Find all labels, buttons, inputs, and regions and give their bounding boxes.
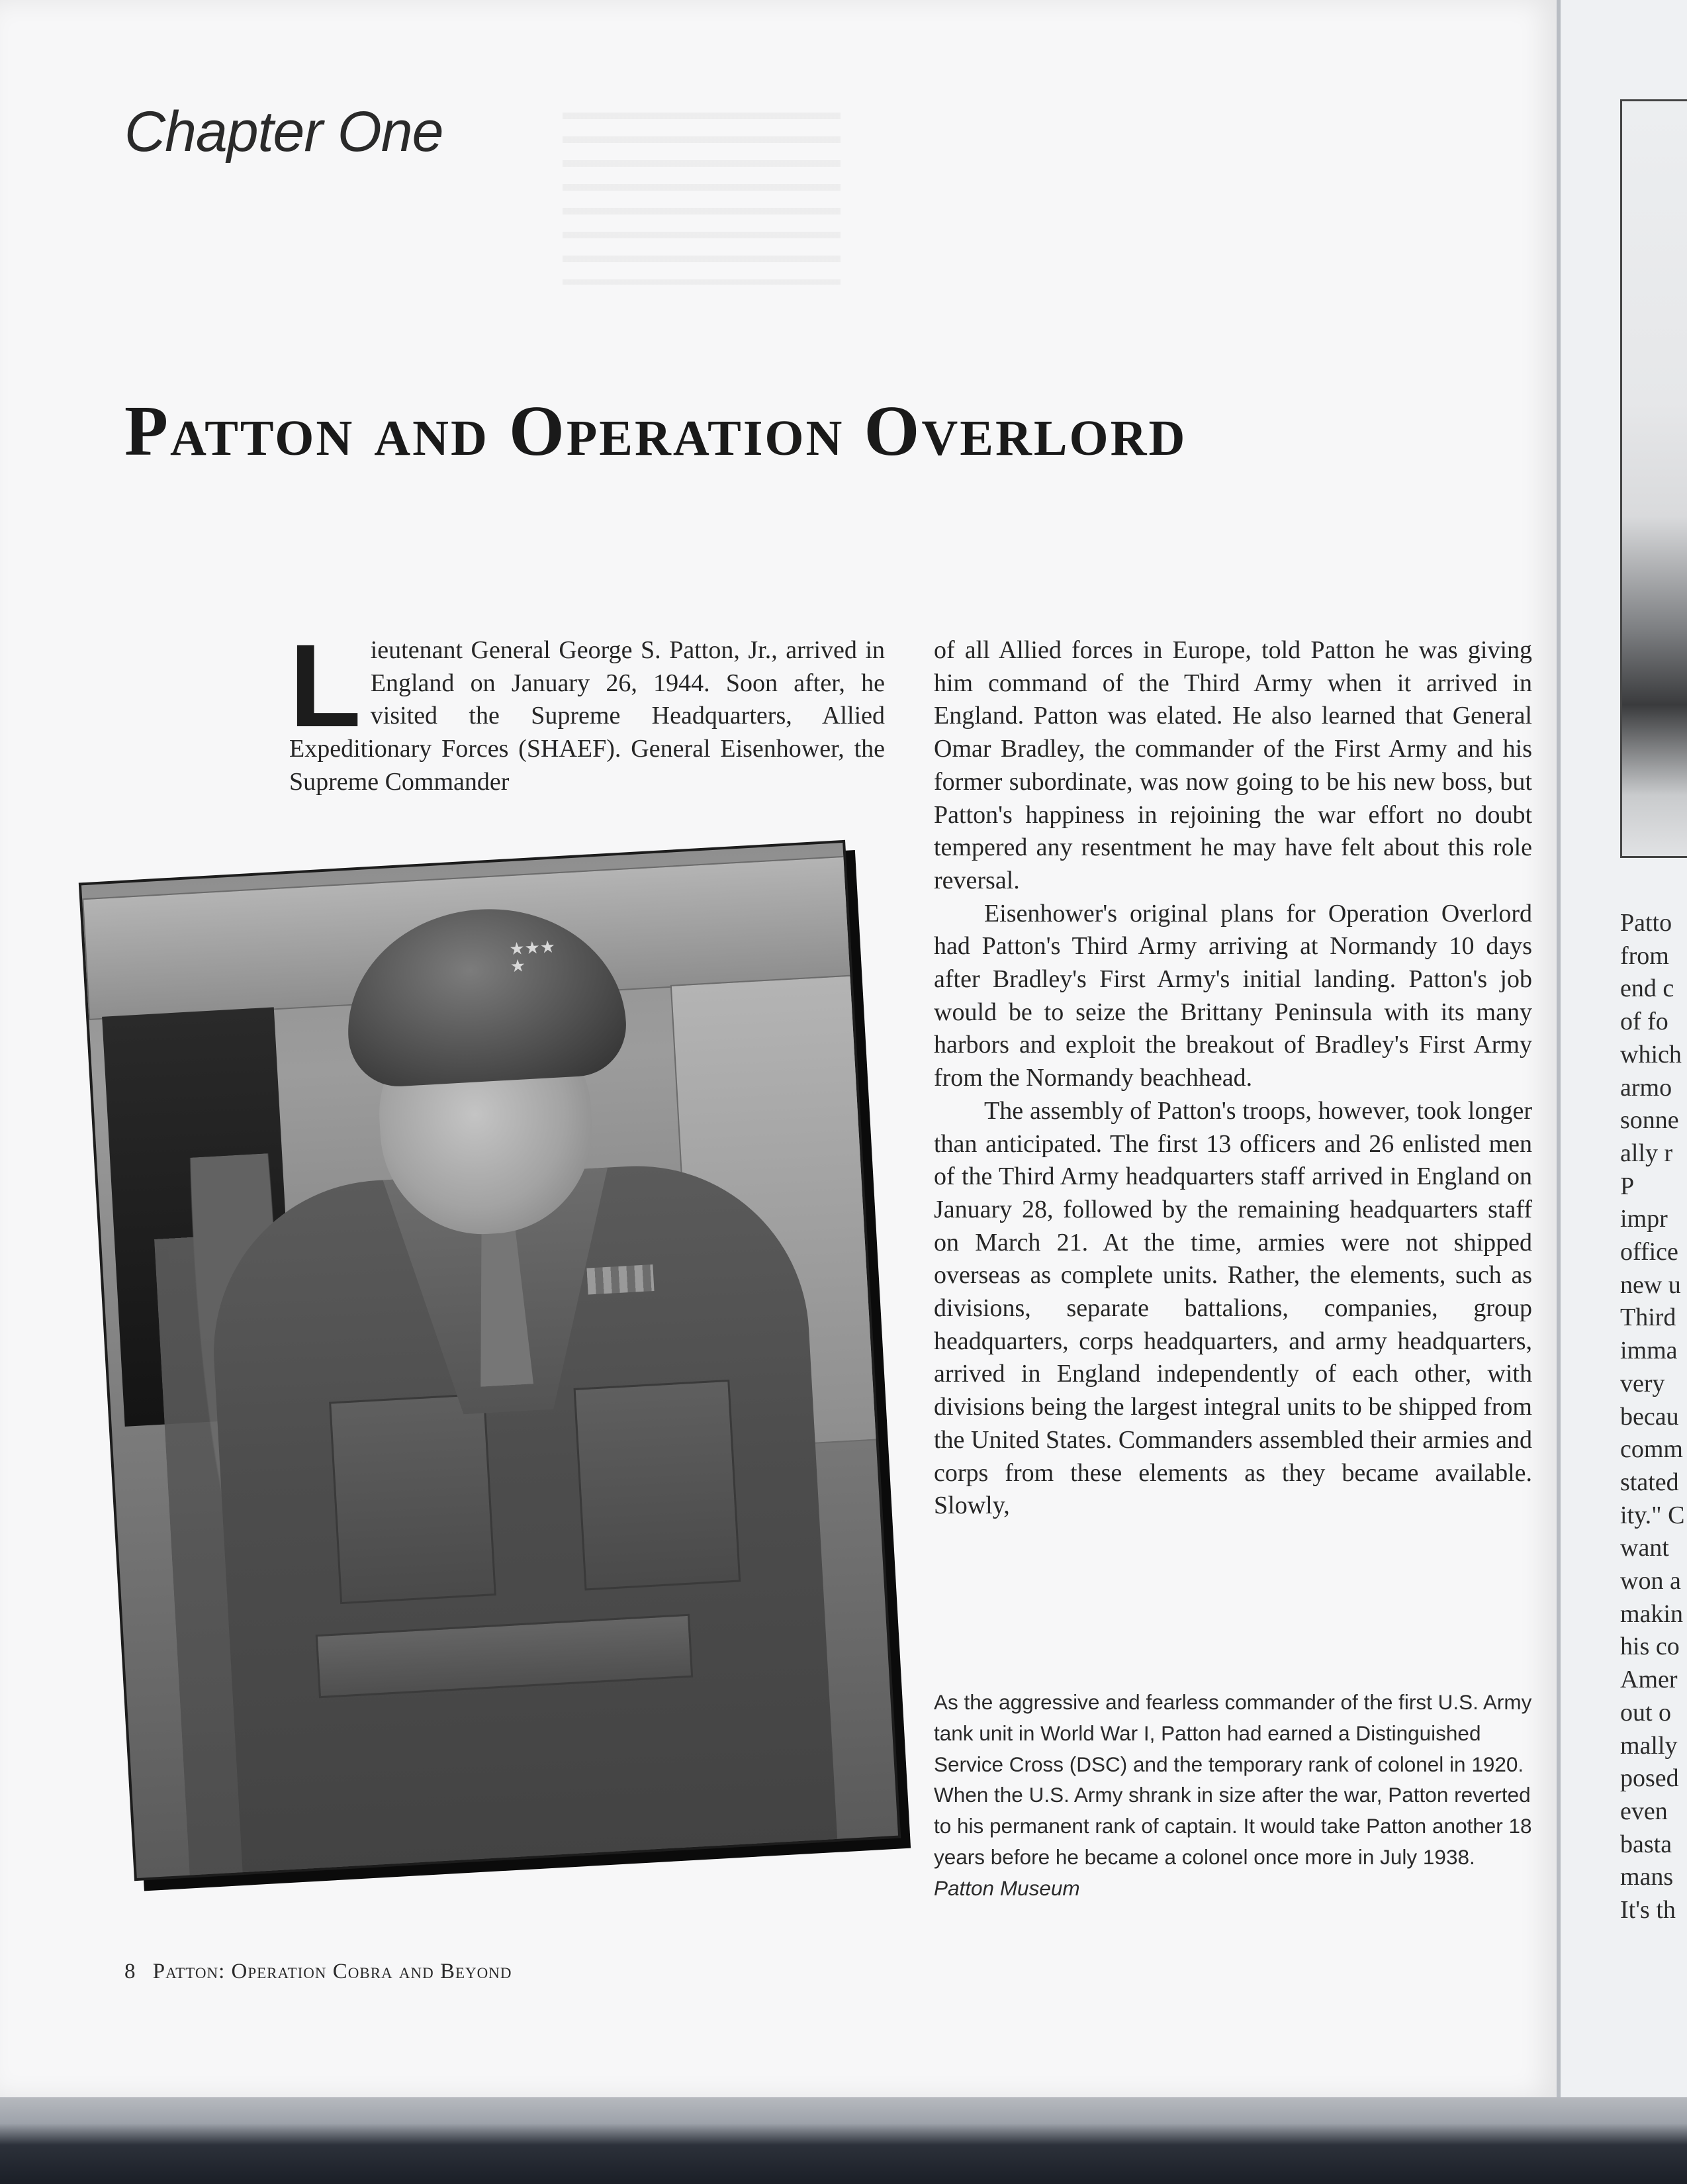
facing-page-line: very bbox=[1620, 1369, 1665, 1398]
photo-jacket-pocket-left bbox=[329, 1393, 496, 1604]
facing-page-text bbox=[1620, 907, 1687, 1927]
facing-page-line: impr bbox=[1620, 1205, 1668, 1233]
facing-page-line: from bbox=[1620, 941, 1669, 970]
photo-credit: Patton Museum bbox=[934, 1875, 1080, 1900]
body-column-right bbox=[934, 634, 1532, 1523]
facing-page-line: Amer bbox=[1620, 1666, 1678, 1694]
facing-page-line: Patto bbox=[1620, 909, 1672, 937]
facing-page-line: mally bbox=[1620, 1731, 1678, 1760]
photo-ribbons bbox=[586, 1264, 654, 1295]
facing-page-line: Third bbox=[1620, 1304, 1676, 1332]
body-paragraph-1: of all Allied forces in Europe, told Patton he was giving him command of the Third Army when it arrived in England. Patton was elated. He also learned that General Omar Bradley, the commander of the First Army and his former subordinate, was now going to be his new boss, but Patton's happiness in rejoining the war effort no doubt tempered any resentment he may have felt about this role reversal. bbox=[934, 636, 1532, 894]
photo-image bbox=[81, 843, 898, 1878]
body-column-left bbox=[289, 620, 885, 799]
facing-page-line: It's th bbox=[1620, 1896, 1676, 1924]
photo-jacket-pocket-right bbox=[574, 1380, 741, 1591]
facing-page-line: sonne bbox=[1620, 1106, 1679, 1135]
facing-page-edge bbox=[1557, 0, 1687, 2184]
facing-page-line: want bbox=[1620, 1534, 1669, 1562]
facing-page-line: ity." C bbox=[1620, 1501, 1685, 1529]
chapter-label: Chapter One bbox=[124, 100, 443, 164]
facing-page-line: P bbox=[1620, 1172, 1635, 1200]
patton-photograph bbox=[79, 840, 901, 1881]
body-paragraph-3: The assembly of Patton's troops, however, took longer than anticipated. The first 13 officers and 26 enlisted men of the Third Army headquarters staff arrived in England on January 28, followed by the remaining headquarters staff on March 21. At the time, armies were not shipped overseas as complete units. Rather, the elements, such as divisions, separate battalions, companies, group headquarters, corps headquarters, and army headquarters, arrived in England independently of each other, with divisions being the largest integral units to be shipped from the United States. Commanders assembled their armies and corps from these elements as they became available. Slowly, bbox=[934, 1096, 1532, 1520]
bleed-through-texture bbox=[563, 113, 841, 285]
facing-page-line: which bbox=[1620, 1040, 1682, 1068]
facing-page-line: makin bbox=[1620, 1599, 1683, 1628]
running-head: Patton: Operation Cobra and Beyond bbox=[152, 1960, 512, 1983]
chapter-title: Patton and Operation Overlord bbox=[124, 392, 1187, 471]
facing-page-line: office bbox=[1620, 1238, 1678, 1266]
facing-page-line: armo bbox=[1620, 1073, 1672, 1102]
page-footer bbox=[124, 1960, 512, 1984]
facing-page-line: mans bbox=[1620, 1863, 1674, 1891]
facing-page-line: new u bbox=[1620, 1270, 1681, 1299]
opening-paragraph bbox=[289, 620, 885, 799]
facing-page-line: even bbox=[1620, 1797, 1668, 1825]
facing-page-line: comm bbox=[1620, 1435, 1683, 1464]
facing-page-line: basta bbox=[1620, 1830, 1672, 1858]
photo-caption bbox=[934, 1687, 1532, 1904]
page-number: 8 bbox=[124, 1960, 136, 1983]
facing-page-photo bbox=[1620, 99, 1687, 858]
facing-page-line: his co bbox=[1620, 1633, 1680, 1661]
facing-page-line: becau bbox=[1620, 1402, 1679, 1431]
facing-page-line: imma bbox=[1620, 1337, 1678, 1365]
opening-paragraph-text: ieutenant General George S. Patton, Jr., arrived in England on January 26, 1944. Soon after, he visited the Supreme Headquarters, Allied Expeditionary Forces (SHAEF). General Eisenhower, the Supreme Commander bbox=[289, 636, 885, 796]
facing-page-line: posed bbox=[1620, 1764, 1679, 1793]
facing-page-line: stated bbox=[1620, 1468, 1679, 1496]
facing-page-line: ally r bbox=[1620, 1139, 1673, 1167]
facing-page-line: of fo bbox=[1620, 1008, 1668, 1036]
body-paragraph-2: Eisenhower's original plans for Operation Overlord had Patton's Third Army arriving at Normandy 10 days after Bradley's First Army's initial landing. Patton's job would be to seize the Brittany Peninsula with its many harbors and exploit the breakout of Bradley's First Army from the Normandy beachhead. bbox=[934, 899, 1532, 1092]
scanner-edge bbox=[0, 2097, 1687, 2184]
drop-cap: L bbox=[289, 620, 361, 751]
photo-caption-text: As the aggressive and fearless commander of the first U.S. Army tank unit in World War I, Patton had earned a Distinguished Service Cross (DSC) and the temporary rank of colonel in 1920. When the U.S. Army shrank in size after the war, Patton reverted to his permanent rank of captain. It would take Patton another 18 years before he became a colonel once more in July 1938. bbox=[934, 1690, 1532, 1869]
facing-page-line: won a bbox=[1620, 1567, 1681, 1595]
helmet-stars-icon: ★★★ ★ bbox=[508, 937, 557, 977]
facing-page-line: out o bbox=[1620, 1698, 1672, 1727]
facing-page-line: end c bbox=[1620, 974, 1674, 1003]
